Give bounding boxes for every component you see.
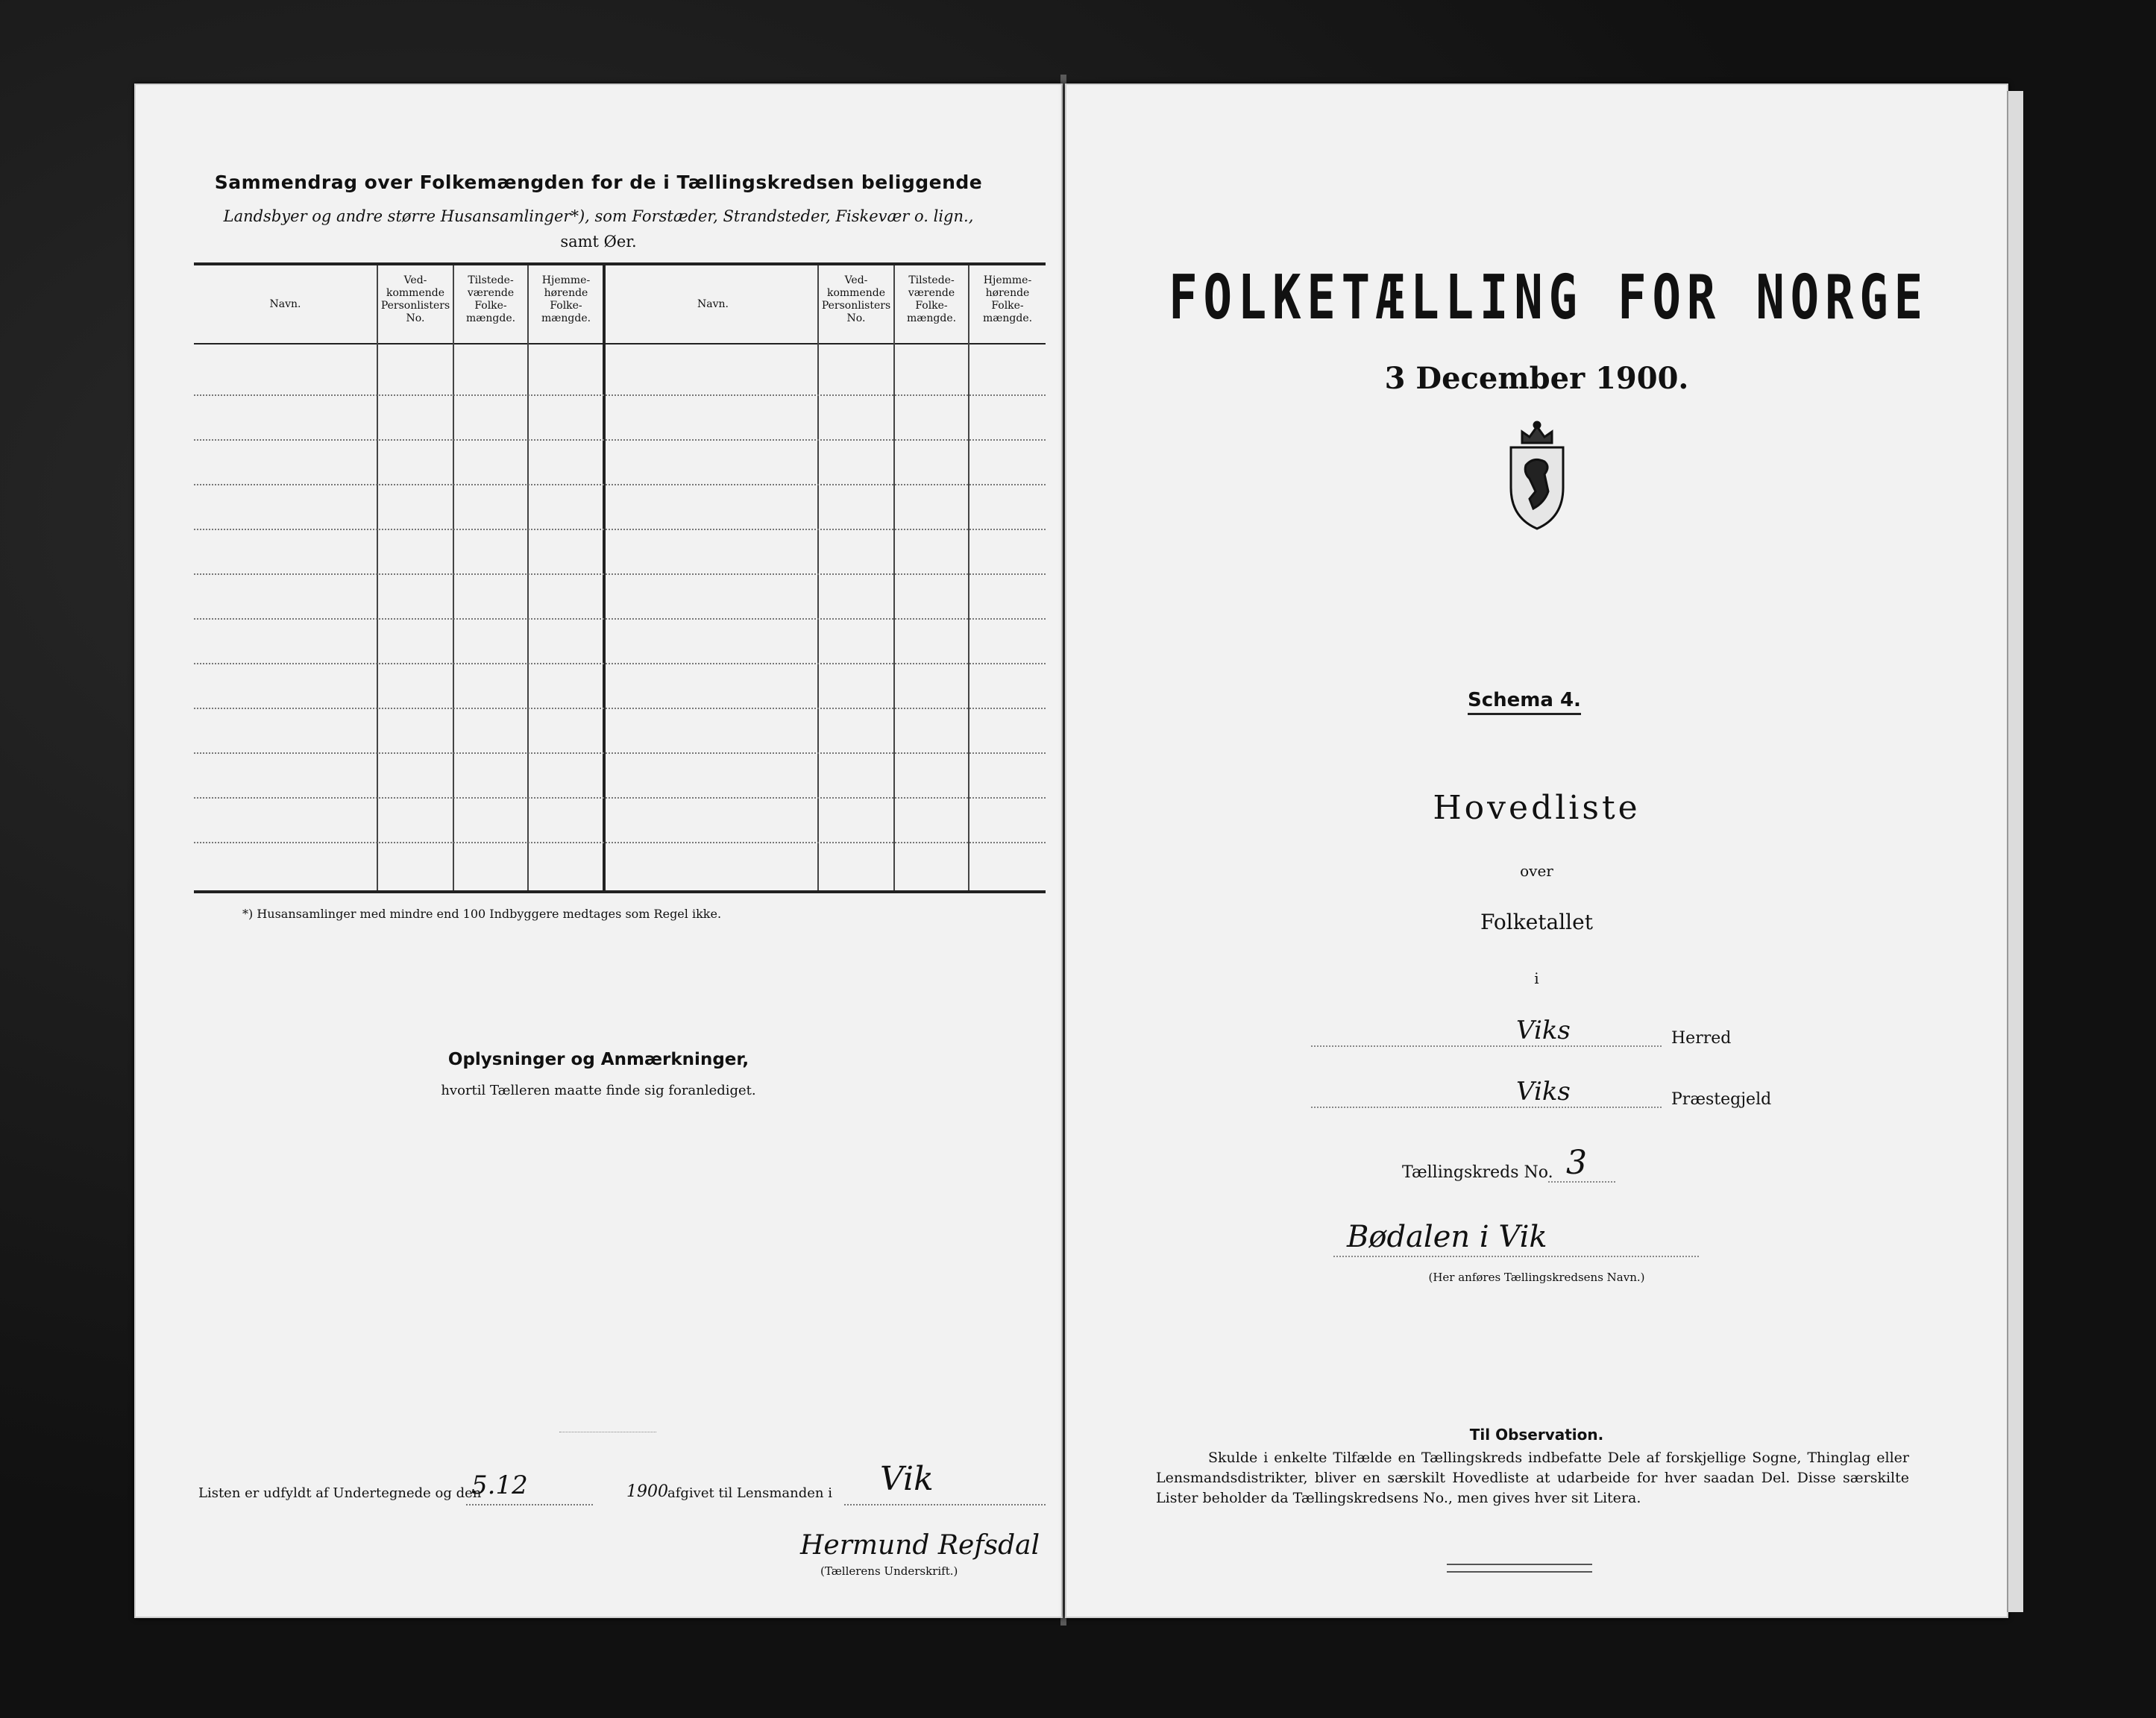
col-header-personlister-2: Ved- kommende Personlisters No.	[821, 274, 891, 324]
table-row	[194, 797, 1046, 799]
table-header-rule	[194, 343, 1046, 344]
census-date: 3 December 1900.	[1384, 361, 1689, 396]
table-row	[194, 439, 1046, 441]
bottom-rule-1	[1447, 1564, 1592, 1565]
census-title: FOLKETÆLLING FOR NORGE	[1169, 262, 1929, 333]
col-header-navn-2: Navn.	[697, 298, 729, 310]
prestegjeld-value: Viks	[1516, 1077, 1571, 1107]
table-row	[194, 752, 1046, 754]
table-row	[194, 618, 1046, 620]
table-row	[194, 708, 1046, 709]
kreds-name-field-line	[1333, 1256, 1699, 1257]
signature: Hermund Refsdal	[800, 1530, 1040, 1561]
bottom-rule-2	[1447, 1571, 1592, 1573]
observation-title: Til Observation.	[1469, 1426, 1604, 1444]
footnote: *) Husansamlinger med mindre end 100 Indbyggere medtages som Regel ikke.	[242, 907, 722, 921]
right-page	[1065, 84, 2008, 1618]
col-header-navn-1: Navn.	[269, 298, 301, 310]
sign-year: 1900	[626, 1482, 668, 1501]
schema-label-wrap	[1468, 689, 1581, 711]
i-label: i	[1534, 969, 1539, 987]
over-label: over	[1520, 862, 1553, 880]
remarks-title: Oplysninger og Anmærkninger,	[447, 1050, 749, 1069]
table-row	[194, 663, 1046, 664]
sign-date: 5.12	[471, 1470, 528, 1500]
col-header-hjemme-2: Hjemme- hørende Folke- mængde.	[982, 274, 1033, 324]
herred-value: Viks	[1516, 1016, 1571, 1045]
kreds-name: Bødalen i Vik	[1347, 1220, 1547, 1254]
observation-text: Skulde i enkelte Tilfælde en Tællingskreds indbefatte Dele af forskjellige Sogne, Thinglag eller Lensmandsdistrikter, bliver en særskilt Hovedliste at udarbeide for hver saadan Del. Disse særskilte Lister beholder da Tællingskredsens No., men gives hver sit Litera.	[1156, 1450, 1909, 1506]
table-row	[194, 842, 1046, 843]
hovedliste-heading: Hovedliste	[1433, 789, 1641, 827]
signature-caption: (Tællerens Underskrift.)	[820, 1564, 958, 1578]
kreds-label: Tællingskreds No.	[1402, 1163, 1553, 1182]
place-field-line	[844, 1504, 1046, 1505]
date-field-line	[466, 1504, 593, 1505]
table-top-rule	[194, 262, 1046, 265]
kreds-value: 3	[1566, 1144, 1587, 1182]
left-page	[134, 84, 1063, 1618]
prestegjeld-label: Præstegjeld	[1671, 1090, 1772, 1109]
col-header-personlister-1: Ved- kommende Personlisters No.	[380, 274, 450, 324]
remarks-subtitle: hvortil Tælleren maatte finde sig foranlediget.	[441, 1083, 756, 1098]
summary-subtitle: Landsbyer og andre større Husansamlinger*), som Forstæder, Strandsteder, Fiskevær o. lign.,	[223, 207, 974, 225]
table-row	[194, 394, 1046, 396]
folketallet-label: Folketallet	[1480, 910, 1593, 934]
table-row	[194, 484, 1046, 485]
col-header-tilstede-1: Tilstede- værende Folke- mængde.	[465, 274, 516, 324]
table-bottom-rule	[194, 890, 1046, 893]
summary-title: Sammendrag over Folkemængden for de i Tællingskredsen beliggende	[214, 172, 983, 193]
col-header-hjemme-1: Hjemme- hørende Folke- mængde.	[541, 274, 591, 324]
coat-of-arms-icon	[1492, 421, 1582, 532]
prestegjeld-field-line	[1311, 1107, 1662, 1108]
herred-field-line	[1311, 1045, 1662, 1047]
table-row	[194, 573, 1046, 575]
sign-line-2: afgivet til Lensmanden i	[667, 1485, 832, 1501]
herred-label: Herred	[1671, 1029, 1732, 1048]
schema-label: Schema 4.	[1468, 689, 1581, 715]
sign-place: Vik	[880, 1460, 934, 1498]
table-row	[194, 529, 1046, 530]
sign-line-1: Listen er udfyldt af Undertegnede og den	[198, 1485, 482, 1501]
kreds-name-caption: (Her anføres Tællingskredsens Navn.)	[1428, 1271, 1645, 1284]
col-header-tilstede-2: Tilstede- værende Folke- mængde.	[906, 274, 957, 324]
summary-subtitle-2: samt Øer.	[560, 233, 637, 251]
